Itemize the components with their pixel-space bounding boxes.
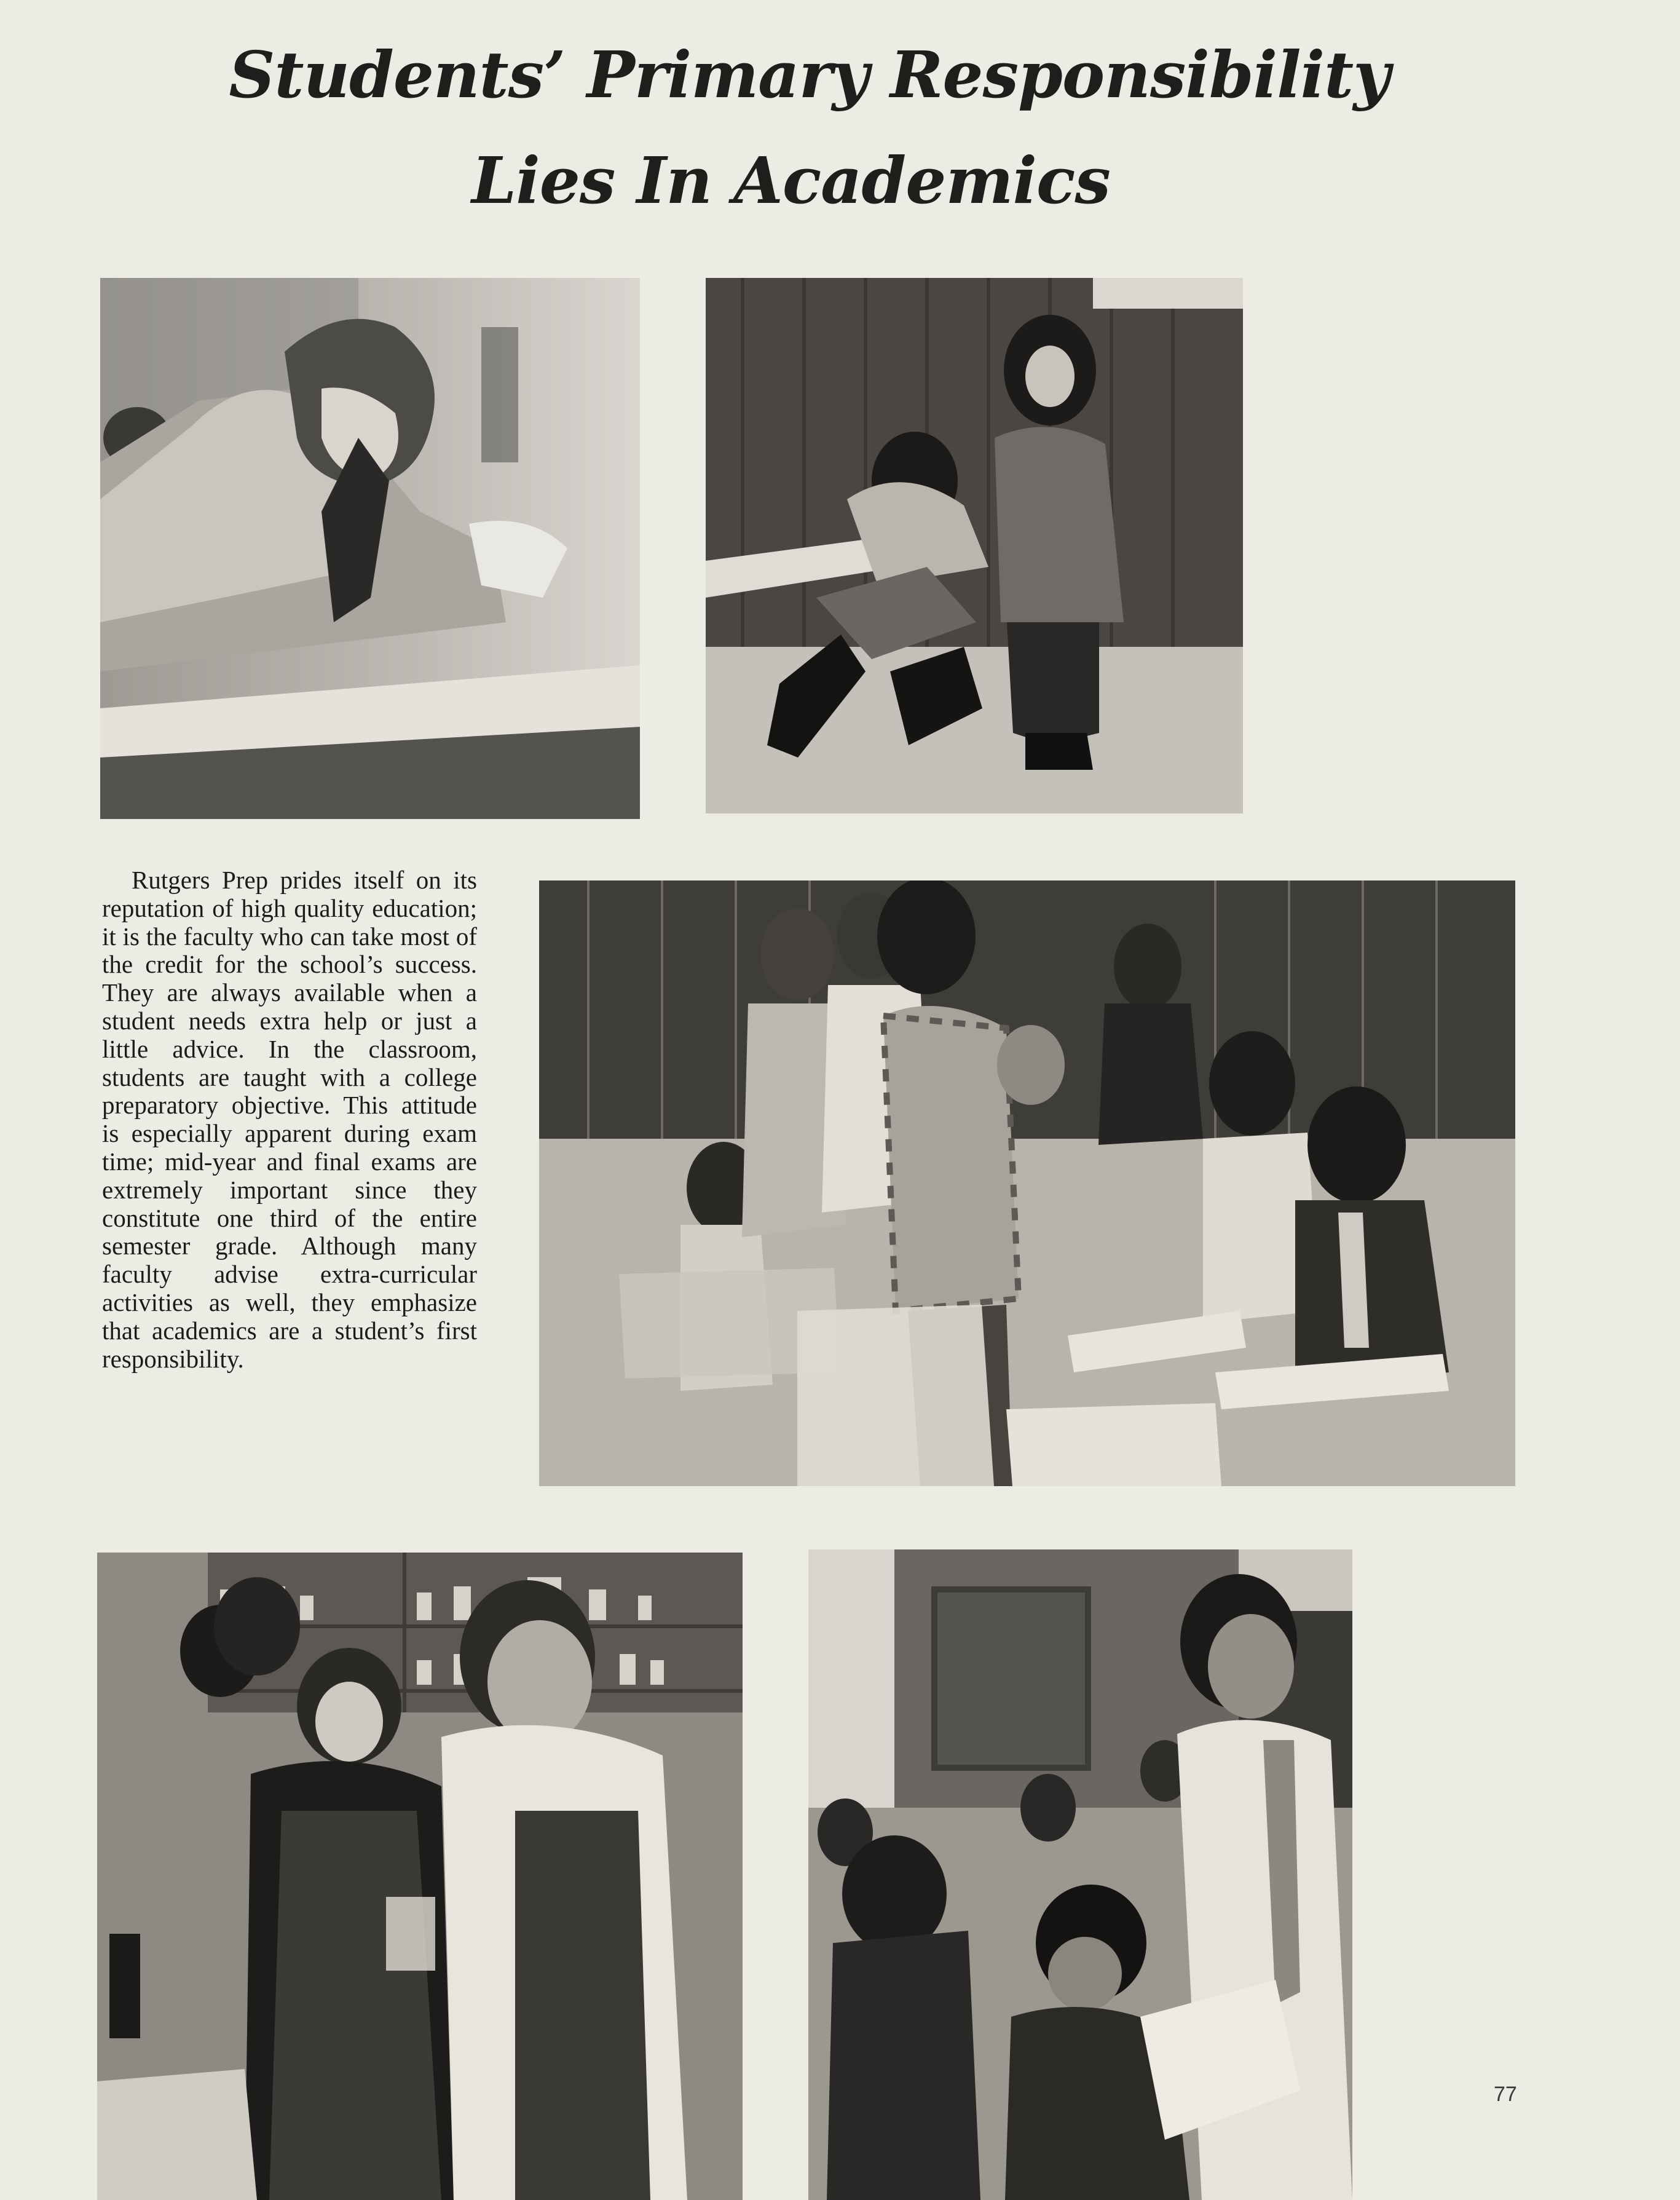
photo-student-writing (100, 278, 640, 819)
photo-two-students-at-desks (706, 278, 1243, 813)
page-number: 77 (1494, 2083, 1517, 2106)
photo-teacher-in-classroom (808, 1549, 1352, 2200)
page-title-line-2: Lies In Academics (471, 143, 1110, 218)
photo-chemistry-lab (97, 1553, 743, 2200)
page-title-line-1: Students’ Primary Responsibility (229, 37, 1390, 113)
photo-students-entering-classroom (539, 880, 1515, 1486)
article-body-text: Rutgers Prep prides itself on its reputation of high quality education; it is the faculty who can take most of the credit for the school’s success. They are always available when a student needs extra help or just a little advice. In the classroom, students are taught with a college preparatory objective. This attitude is especially apparent during exam time; mid-year and final exams are extremely important since they constitute one third of the entire semester grade. Although many faculty advise extra-curricular activities as well, they emphasize that academics are a student’s first responsibility. (102, 866, 477, 1373)
